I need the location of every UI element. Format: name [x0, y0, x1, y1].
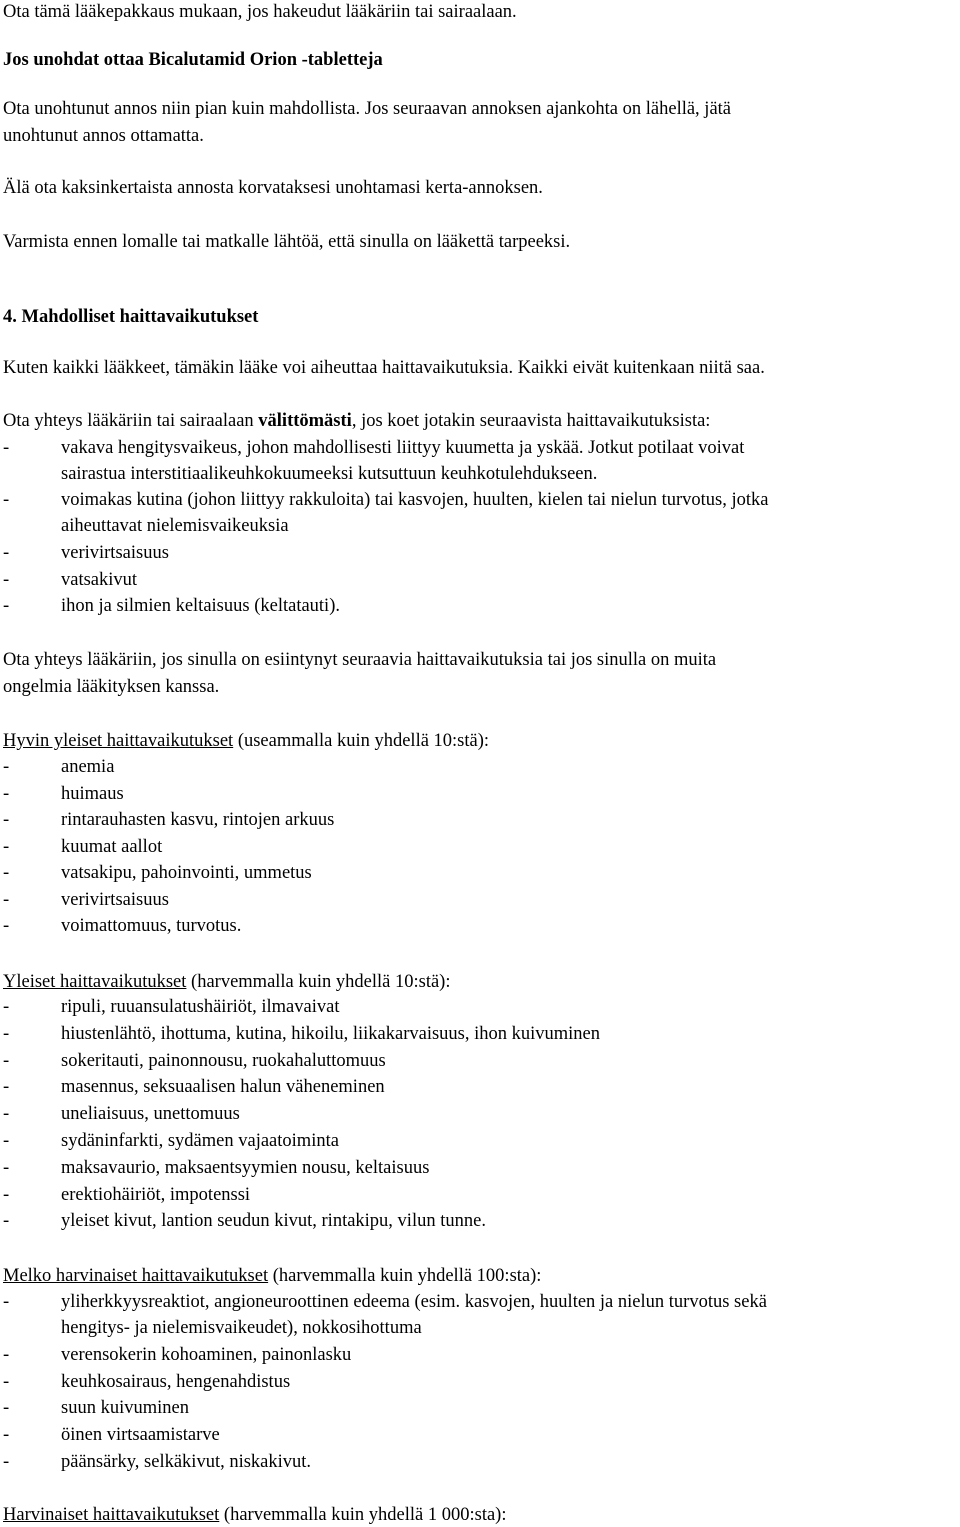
- list-item: vatsakivut: [61, 570, 138, 590]
- list-item: vatsakipu, pahoinvointi, ummetus: [61, 863, 312, 883]
- text-no-double: Älä ota kaksinkertaista annosta korvataksesi unohtamasi kerta-annoksen.: [3, 178, 543, 198]
- list-dash: -: [3, 1451, 10, 1472]
- list-item: verivirtsaisuus: [61, 543, 169, 563]
- text-contact-doctor-2: ongelmia lääkityksen kanssa.: [3, 677, 220, 697]
- list-item: maksavaurio, maksaentsyymien nousu, keltaisuus: [61, 1157, 430, 1178]
- list-item: ihon ja silmien keltaisuus (keltatauti).: [61, 596, 340, 616]
- list-item: hiustenlähtö, ihottuma, kutina, hikoilu, liikakarvaisuus, ihon kuivuminen: [61, 1023, 601, 1044]
- list-item: rintarauhasten kasvu, rintojen arkuus: [61, 810, 335, 830]
- text-take-package: Ota tämä lääkepakkaus mukaan, jos hakeudut lääkäriin tai sairaalaan.: [3, 2, 517, 22]
- list-item: vakava hengitysvaikeus, johon mahdollisesti liittyy kuumetta ja yskää. Jotkut potilaat voivat: [61, 438, 745, 458]
- list-dash: -: [3, 1050, 10, 1071]
- list-item-cont: sairastua interstitiaalikeuhkokuumeeksi kutsuttuun keuhkotulehdukseen.: [61, 464, 598, 484]
- text-missed-1: Ota unohtunut annos niin pian kuin mahdollista. Jos seuraavan annoksen ajankohta on lähellä, jätä: [3, 99, 732, 119]
- list-dash: -: [3, 783, 10, 804]
- list-dash: -: [3, 1184, 10, 1205]
- list-dash: -: [3, 1425, 10, 1446]
- list-item: erektiohäiriöt, impotenssi: [61, 1184, 251, 1205]
- list-item: voimattomuus, turvotus.: [61, 916, 242, 936]
- text-urgent-contact: Ota yhteys lääkäriin tai sairaalaan välittömästi, jos koet jotakin seuraavista haittavaikutuksista:: [3, 411, 711, 431]
- list-item: anemia: [61, 757, 115, 777]
- list-dash: -: [3, 570, 10, 590]
- list-dash: -: [3, 1023, 10, 1044]
- list-dash: -: [3, 1345, 10, 1365]
- list-item: päänsärky, selkäkivut, niskakivut.: [61, 1451, 312, 1472]
- list-dash: -: [3, 1371, 10, 1392]
- list-dash: -: [3, 1211, 10, 1232]
- list-dash: -: [3, 757, 10, 777]
- list-dash: -: [3, 836, 10, 857]
- text-side-effects-intro: Kuten kaikki lääkkeet, tämäkin lääke voi aiheuttaa haittavaikutuksia. Kaikki eivät kuitenkaan niitä saa.: [3, 358, 765, 378]
- list-item: suun kuivuminen: [61, 1398, 189, 1419]
- list-dash: -: [3, 1157, 10, 1178]
- list-item: sydäninfarkti, sydämen vajaatoiminta: [61, 1131, 339, 1151]
- list-item: voimakas kutina (johon liittyy rakkuloita) tai kasvojen, huulten, kielen tai nielun turvotus, jotka: [61, 490, 769, 510]
- heading-rare: Harvinaiset haittavaikutukset (harvemmalla kuin yhdellä 1 000:sta):: [3, 1505, 507, 1525]
- list-dash: -: [3, 438, 10, 458]
- text-contact-doctor-1: Ota yhteys lääkäriin, jos sinulla on esiintynyt seuraavia haittavaikutuksia tai jos sinulla on muita: [3, 650, 717, 670]
- list-item: uneliaisuus, unettomuus: [61, 1104, 240, 1125]
- list-dash: -: [3, 1292, 10, 1312]
- list-dash: -: [3, 916, 10, 936]
- list-item: ripuli, ruuansulatushäiriöt, ilmavaivat: [61, 997, 340, 1017]
- list-dash: -: [3, 997, 10, 1017]
- list-dash: -: [3, 490, 10, 510]
- list-dash: -: [3, 543, 10, 563]
- list-dash: -: [3, 810, 10, 830]
- list-item: huimaus: [61, 783, 124, 804]
- list-item: yleiset kivut, lantion seudun kivut, rintakipu, vilun tunne.: [61, 1211, 486, 1232]
- list-dash: -: [3, 863, 10, 883]
- text-missed-2: unohtunut annos ottamatta.: [3, 126, 204, 146]
- list-item: verivirtsaisuus: [61, 889, 169, 910]
- list-dash: -: [3, 889, 10, 910]
- list-dash: -: [3, 1398, 10, 1419]
- heading-common: Yleiset haittavaikutukset (harvemmalla kuin yhdellä 10:stä):: [3, 972, 451, 992]
- heading-missed-dose: Jos unohdat ottaa Bicalutamid Orion -tabletteja: [3, 50, 383, 70]
- list-item-cont: aiheuttavat nielemisvaikeuksia: [61, 516, 289, 536]
- text-travel: Varmista ennen lomalle tai matkalle lähtöä, että sinulla on lääkettä tarpeeksi.: [3, 232, 571, 252]
- list-item: yliherkkyysreaktiot, angioneuroottinen edeema (esim. kasvojen, huulten ja nielun turvotus sekä: [61, 1292, 767, 1312]
- list-item: sokeritauti, painonnousu, ruokahaluttomuus: [61, 1050, 386, 1071]
- list-item: kuumat aallot: [61, 836, 163, 857]
- list-item: keuhkosairaus, hengenahdistus: [61, 1371, 291, 1392]
- list-dash: -: [3, 1131, 10, 1151]
- heading-uncommon: Melko harvinaiset haittavaikutukset (harvemmalla kuin yhdellä 100:sta):: [3, 1266, 542, 1286]
- list-dash: -: [3, 1077, 10, 1098]
- list-item: masennus, seksuaalisen halun väheneminen: [61, 1077, 385, 1098]
- list-dash: -: [3, 1104, 10, 1125]
- list-item: verensokerin kohoaminen, painonlasku: [61, 1345, 352, 1365]
- list-item-cont: hengitys- ja nielemisvaikeudet), nokkosihottuma: [61, 1318, 422, 1338]
- heading-very-common: Hyvin yleiset haittavaikutukset (useammalla kuin yhdellä 10:stä):: [3, 731, 490, 751]
- heading-side-effects: 4. Mahdolliset haittavaikutukset: [3, 307, 259, 327]
- list-item: öinen virtsaamistarve: [61, 1425, 220, 1446]
- list-dash: -: [3, 596, 10, 616]
